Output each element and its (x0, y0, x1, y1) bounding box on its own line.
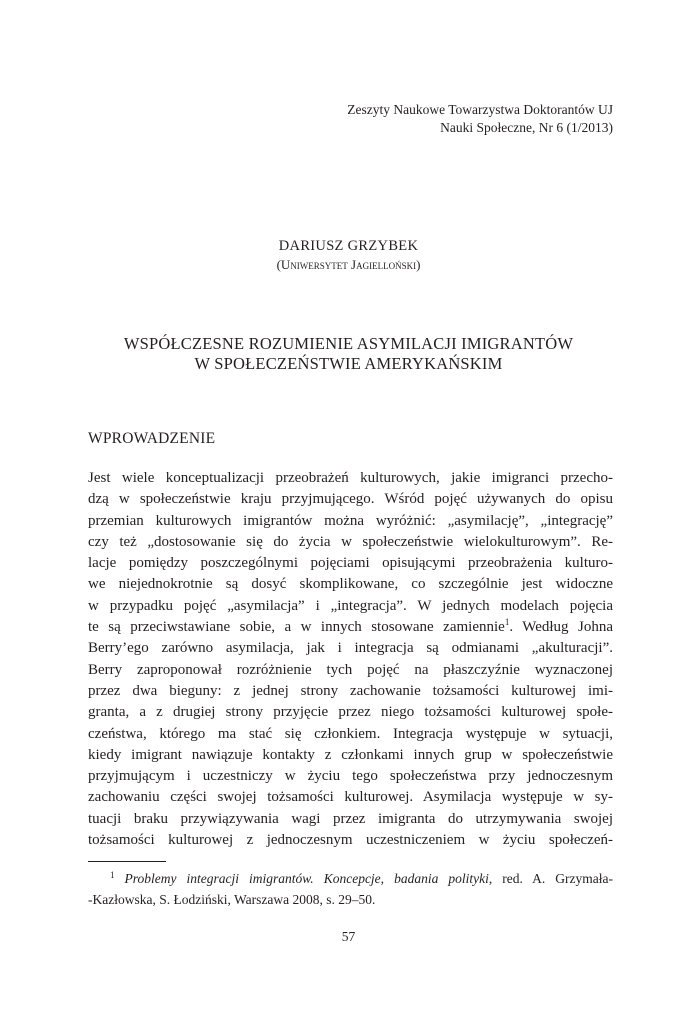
journal-issue: Nauki Społeczne, Nr 6 (1/2013) (440, 120, 613, 135)
article-title (0, 334, 697, 374)
journal-header (347, 101, 613, 137)
article-title-line: WSPÓŁCZESNE ROZUMIENIE ASYMILACJI IMIGRANTÓW (123, 334, 574, 353)
body-text (88, 468, 613, 851)
footnote-line: -Kazłowska, S. Łodziński, Warszawa 2008, s. 29–50. (88, 892, 376, 907)
footnote-reference[interactable]: 1 (504, 617, 510, 628)
body-line-text: te są przeciwstawiane sobie, a w innych stosowane zamiennie (88, 619, 505, 636)
body-line: granta, a z drugiej strony przyjęcie przez niego tożsamości kulturowej społe- (88, 704, 613, 721)
article-title-line: W SPOŁECZEŃSTWIE AMERYKAŃSKIM (194, 354, 503, 373)
journal-title: Zeszyty Naukowe Towarzystwa Doktorantów UJ (347, 102, 613, 117)
body-line: kiedy imigrant nawiązuje kontakty z członkami innych grup w społeczeństwie (88, 746, 613, 763)
body-line: przez dwa bieguny: z jednej strony zachowanie tożsamości kulturowej imi- (88, 682, 613, 699)
author-block (0, 237, 697, 274)
footnote-text: , red. A. Grzymała- (488, 871, 613, 886)
body-line: tożsamości kulturowej z jednoczesnym uczestniczeniem w życiu społeczeń- (88, 832, 613, 849)
body-line: w przypadku pojęć „asymilacja” i „integracja”. W jednych modelach pojęcia (88, 597, 613, 614)
body-line: Jest wiele konceptualizacji przeobrażeń kulturowych, jakie imigranci przecho- (88, 470, 613, 486)
body-line: Berry zaproponował rozróżnienie tych pojęć na płaszczyźnie wyznaczonej (88, 661, 613, 678)
footnote (88, 868, 613, 910)
body-line: dzą w społeczeństwie kraju przyjmującego. Wśród pojęć używanych do opisu (88, 491, 613, 508)
body-line: przemian kulturowych imigrantów można wyróżnić: „asymilację”, „integrację” (88, 512, 613, 529)
footnote-line (88, 868, 613, 889)
body-line: przyjmującym i uczestniczy w życiu tego społeczeństwa przy jednoczesnym (88, 768, 613, 785)
section-heading: WPROWADZENIE (88, 430, 216, 447)
page-number: 57 (341, 929, 356, 944)
author-name: DARIUSZ GRZYBEK (278, 238, 419, 254)
footnote-marker: 1 (110, 870, 115, 880)
body-line-text: . Według Johna (509, 619, 613, 636)
body-line: zachowaniu części swojej tożsamości kulturowej. Asymilacja występuje w sy- (88, 789, 613, 806)
body-line: czy też „dostosowanie się do życia w społeczeństwie wielokulturowym”. Re- (88, 533, 613, 550)
author-affiliation: (Uniwersytet Jagielloński) (276, 257, 421, 272)
footnote-cited-title: Problemy integracji imigrantów. Koncepcje, badania polityki (124, 871, 489, 886)
body-line: lacje pomiędzy poszczególnymi pojęciami opisującymi przeobrażenia kulturo- (88, 555, 613, 572)
body-line: Berry’ego zarówno asymilacja, jak i integracja są odmianami „akulturacji”. (88, 640, 613, 657)
footnote-divider (88, 861, 166, 862)
body-line: tuacji braku przywiązywania wagi przez imigranta do utrzymywania swojej (88, 810, 613, 827)
body-line: we niejednokrotnie są dosyć skomplikowane, co szczególnie jest widoczne (88, 576, 613, 593)
body-line: czeństwa, którego ma stać się członkiem. Integracja występuje w sytuacji, (88, 725, 613, 742)
body-line (88, 617, 613, 638)
